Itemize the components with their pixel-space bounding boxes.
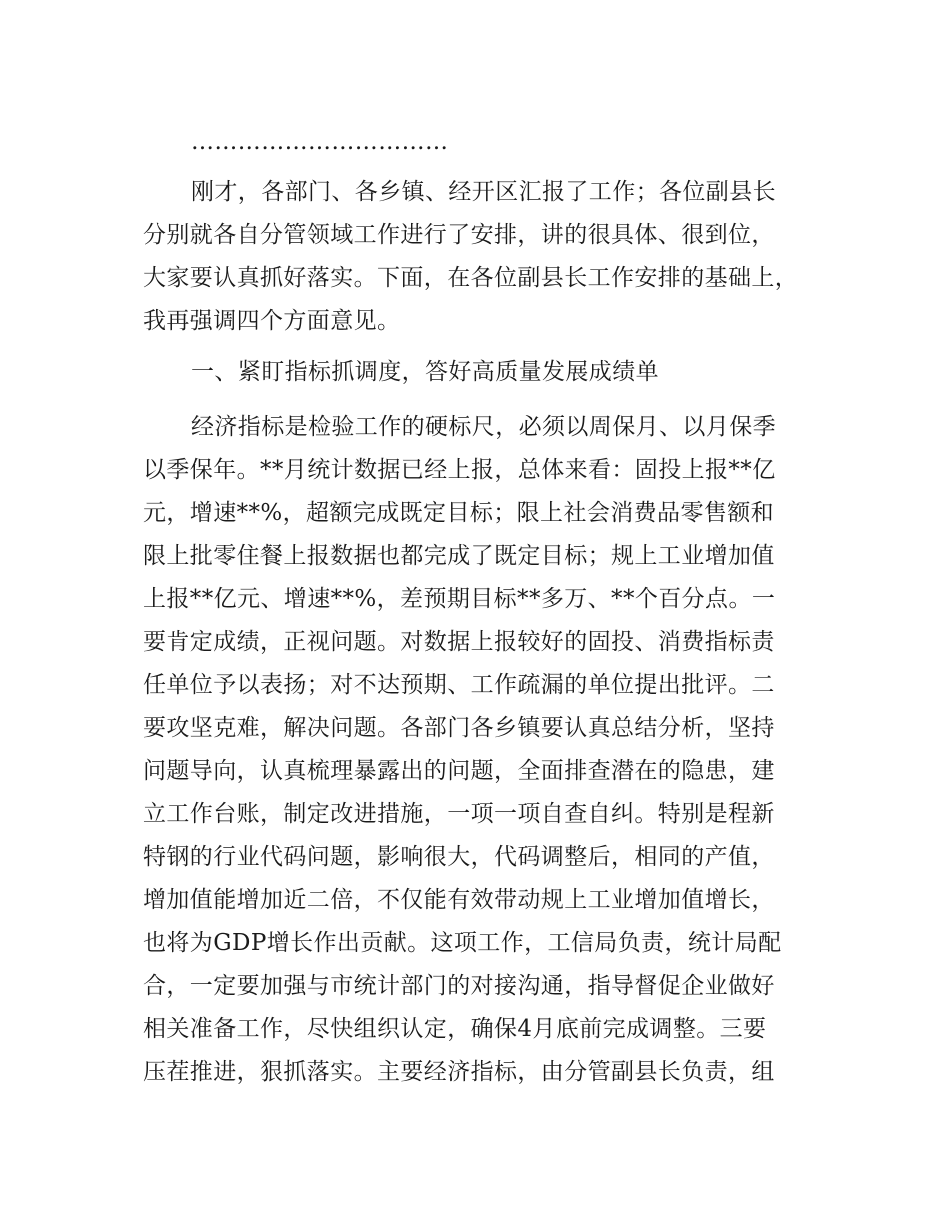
section-heading: 一、紧盯指标抓调度，答好高质量发展成绩单 bbox=[191, 359, 659, 385]
paragraph-line: 立工作台账，制定改进措施，一项一项自查自纠。特别是程新 bbox=[143, 801, 775, 827]
paragraph-line: 分别就各自分管领域工作进行了安排，讲的很具体、很到位， bbox=[143, 222, 775, 248]
paragraph-line: 大家要认真抓好落实。下面，在各位副县长工作安排的基础上， bbox=[143, 265, 799, 291]
paragraph-line: 以季保年。**月统计数据已经上报，总体来看：固投上报**亿 bbox=[143, 457, 776, 483]
paragraph-line: 压茬推进，狠抓落实。主要经济指标，由分管副县长负责，组 bbox=[143, 1059, 775, 1085]
paragraph-line: 元，增速**%，超额完成既定目标；限上社会消费品零售额和 bbox=[143, 500, 775, 526]
ellipsis-line: …………………………… bbox=[191, 129, 449, 155]
paragraph-line: 特钢的行业代码问题，影响很大，代码调整后，相同的产值， bbox=[143, 844, 775, 870]
paragraph-line: 上报**亿元、增速**%，差预期目标**多万、**个百分点。一 bbox=[143, 586, 776, 612]
paragraph-line: 要肯定成绩，正视问题。对数据上报较好的固投、消费指标责 bbox=[143, 629, 775, 655]
paragraph-line: 限上批零住餐上报数据也都完成了既定目标；规上工业增加值 bbox=[143, 543, 775, 569]
paragraph-line: 我再强调四个方面意见。 bbox=[143, 308, 401, 334]
paragraph-line: 增加值能增加近二倍，不仅能有效带动规上工业增加值增长， bbox=[143, 887, 775, 913]
paragraph-line: 要攻坚克难，解决问题。各部门各乡镇要认真总结分析，坚持 bbox=[143, 715, 775, 741]
paragraph-line: 相关准备工作，尽快组织认定，确保4月底前完成调整。三要 bbox=[143, 1016, 767, 1042]
paragraph-line: 刚才，各部门、各乡镇、经开区汇报了工作；各位副县长 bbox=[191, 179, 776, 205]
paragraph-line: 经济指标是检验工作的硬标尺，必须以周保月、以月保季 bbox=[191, 414, 776, 440]
paragraph-line: 问题导向，认真梳理暴露出的问题，全面排查潜在的隐患，建 bbox=[143, 758, 775, 784]
paragraph-line: 任单位予以表扬；对不达预期、工作疏漏的单位提出批评。二 bbox=[143, 672, 775, 698]
paragraph-line: 合，一定要加强与市统计部门的对接沟通，指导督促企业做好 bbox=[143, 973, 775, 999]
paragraph-line: 也将为GDP增长作出贡献。这项工作，工信局负责，统计局配 bbox=[143, 930, 782, 956]
